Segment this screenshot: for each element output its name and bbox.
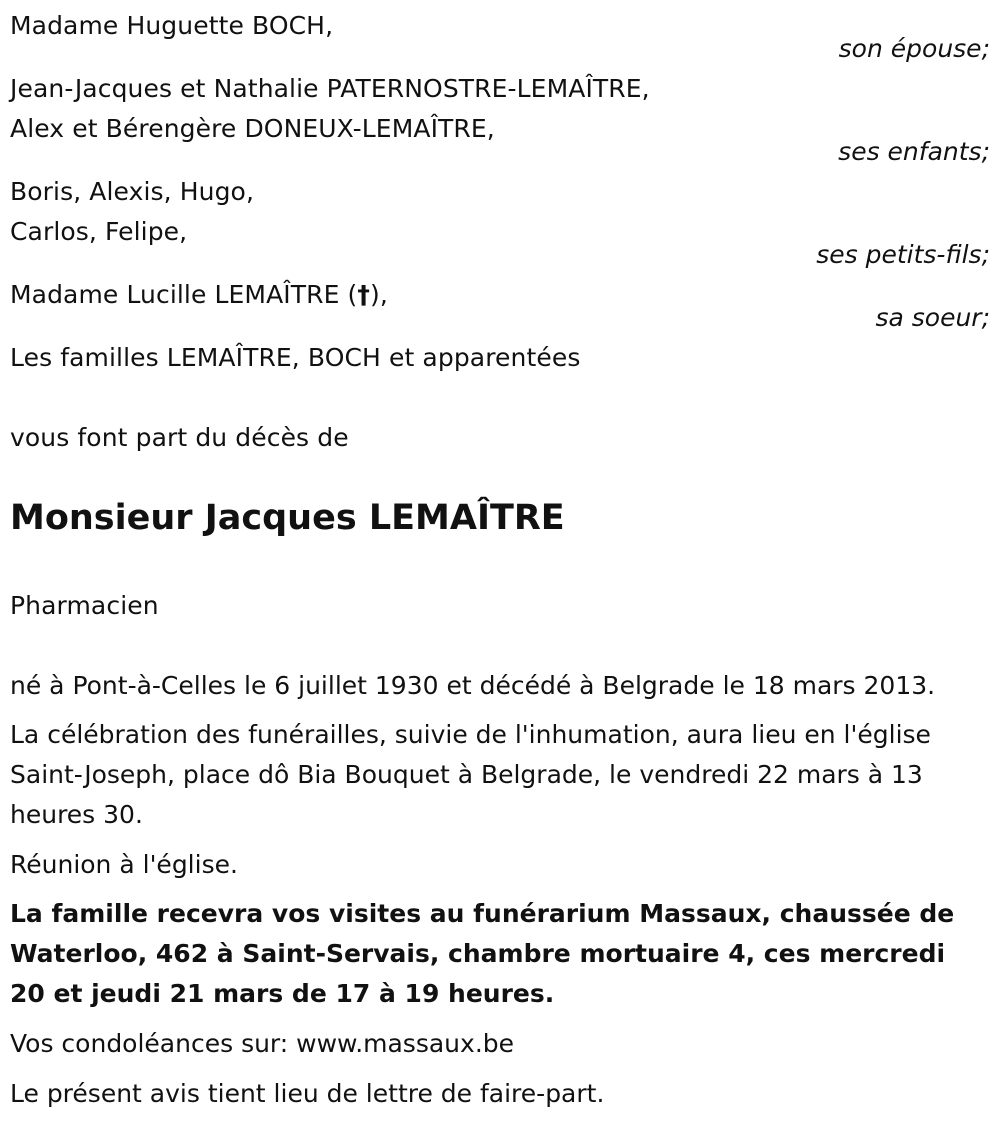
sister-name-after: ),: [370, 280, 388, 309]
spouse-name: Madame Huguette BOCH,: [10, 11, 334, 40]
grandsons-line-2: Carlos, Felipe,: [10, 217, 188, 246]
sister-name-before: Madame Lucille LEMAÎTRE (: [10, 280, 358, 309]
notice-note: Le présent avis tient lieu de lettre de faire-part.: [10, 1079, 605, 1108]
grandsons-role: ses petits-fils;: [816, 240, 990, 269]
sister-name: [10, 275, 388, 315]
announcement-intro: vous font part du décès de: [10, 423, 349, 452]
visits-details: La famille recevra vos visites au funérarium Massaux, chaussée de Waterloo, 462 à Saint-Servais, chambre mortuaire 4, ces mercredi 20 et jeudi 21 mars de 17 à 19 heures.: [10, 899, 955, 1008]
funeral-details: La célébration des funérailles, suivie de l'inhumation, aura lieu en l'église Saint-Joseph, place dô Bia Bouquet à Belgrade, le vendredi 22 mars à 13 heures 30.: [10, 720, 931, 829]
condolences-note: Vos condoléances sur: www.massaux.be: [10, 1029, 515, 1058]
grandsons-line-1: Boris, Alexis, Hugo,: [10, 177, 254, 206]
dagger-icon: †: [357, 280, 371, 309]
related-families: Les familles LEMAÎTRE, BOCH et apparentées: [10, 343, 581, 372]
child-line-1: Jean-Jacques et Nathalie PATERNOSTRE-LEMAÎTRE,: [10, 74, 650, 103]
profession: Pharmacien: [10, 591, 159, 620]
deceased-name: Monsieur Jacques LEMAÎTRE: [10, 498, 565, 538]
spouse-role: son épouse;: [838, 34, 990, 63]
meeting-note: Réunion à l'église.: [10, 850, 238, 879]
birth-death-details: né à Pont-à-Celles le 6 juillet 1930 et décédé à Belgrade le 18 mars 2013.: [10, 671, 936, 700]
children-role: ses enfants;: [838, 137, 990, 166]
child-line-2: Alex et Bérengère DONEUX-LEMAÎTRE,: [10, 114, 495, 143]
sister-role: sa soeur;: [875, 303, 990, 332]
